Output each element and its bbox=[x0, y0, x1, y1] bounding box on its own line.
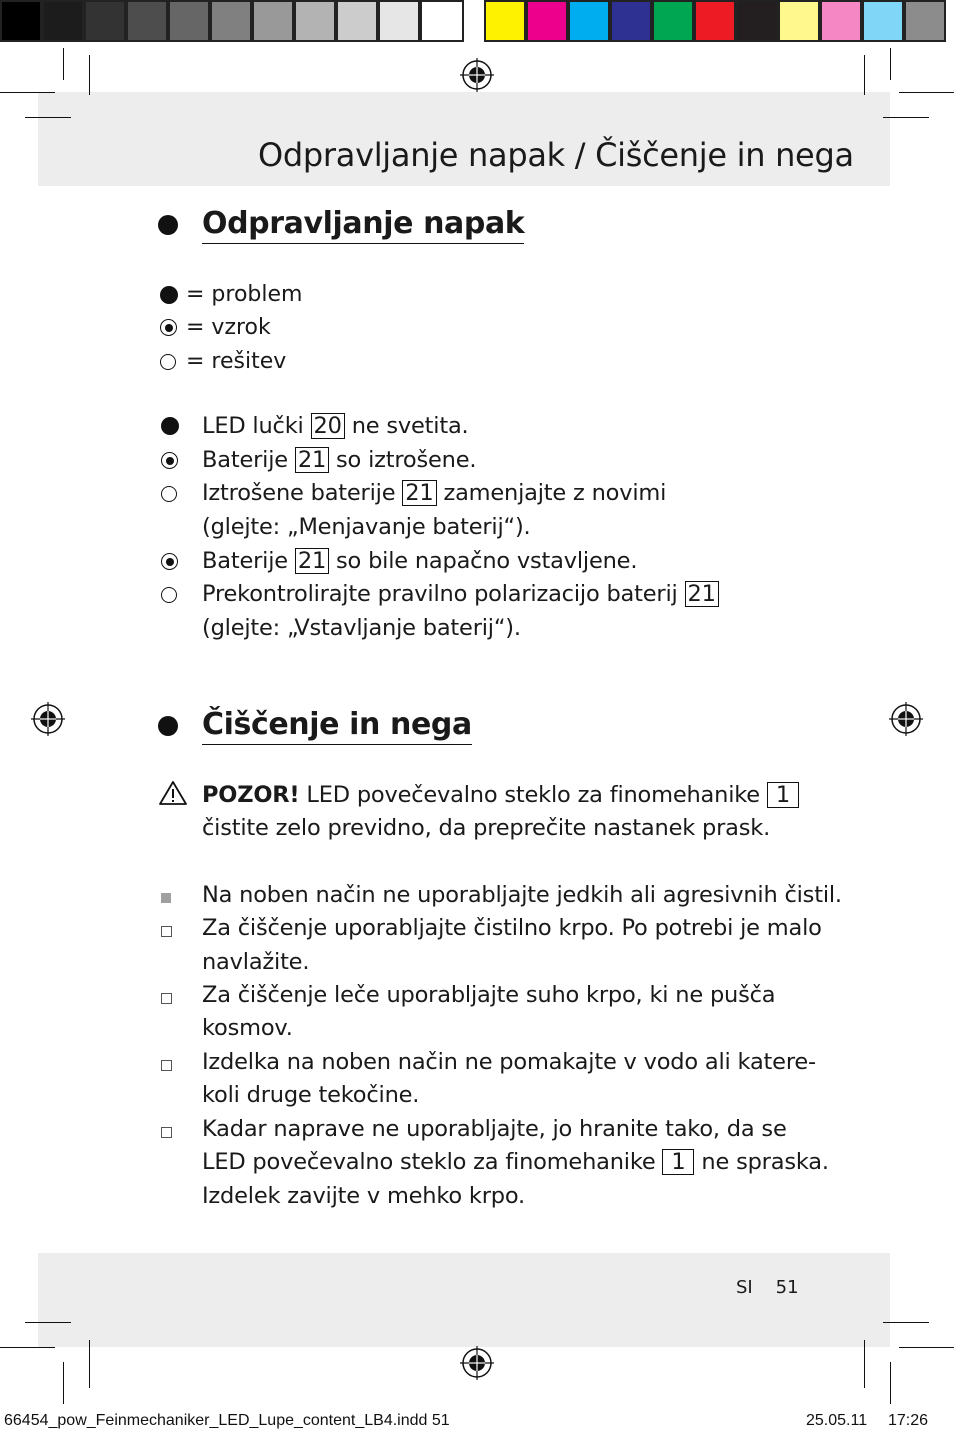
slug-date: 25.05.11 bbox=[806, 1412, 868, 1429]
swatch-gray-8 bbox=[336, 0, 378, 42]
legend-text: = rešitev bbox=[186, 349, 287, 374]
swatch-gray-6 bbox=[252, 0, 294, 42]
empty-square-icon bbox=[161, 1127, 172, 1138]
swatch-red bbox=[694, 0, 736, 42]
swatch-gray-10 bbox=[420, 0, 464, 42]
crop-mark bbox=[890, 1362, 891, 1404]
section-heading-text: Odpravljanje napak bbox=[202, 206, 524, 244]
crop-mark bbox=[890, 48, 891, 80]
care-item: Za čiščenje leče uporabljajte suho krpo, ki ne pušča bbox=[202, 982, 776, 1008]
swatch-blue bbox=[610, 0, 652, 42]
legend-problem bbox=[160, 282, 302, 307]
legend-solution bbox=[160, 349, 286, 374]
swatch-black bbox=[736, 0, 778, 42]
registration-mark-icon bbox=[460, 58, 494, 92]
care-item: koli druge tekočine. bbox=[202, 1082, 420, 1108]
swatch-gray-5 bbox=[210, 0, 252, 42]
ref-box: 1 bbox=[767, 782, 799, 808]
section-heading-text: Čiščenje in nega bbox=[202, 707, 472, 745]
ref-box: 21 bbox=[402, 480, 436, 506]
ring-icon bbox=[161, 587, 177, 603]
swatch-gray-0 bbox=[0, 0, 42, 42]
legend-text: = problem bbox=[186, 282, 303, 307]
filled-dot-icon bbox=[161, 417, 179, 435]
crop-mark bbox=[899, 92, 954, 93]
warning-label: POZOR! bbox=[202, 782, 300, 808]
target-icon bbox=[160, 319, 177, 336]
swatch-gray-1 bbox=[42, 0, 84, 42]
footer-band bbox=[38, 1253, 890, 1347]
crop-mark bbox=[25, 1322, 71, 1323]
section-bullet-icon bbox=[158, 215, 178, 235]
section-heading-troubleshooting bbox=[158, 206, 524, 244]
warning-line: čistite zelo previdno, da preprečite nastanek prask. bbox=[202, 815, 771, 841]
legend-text: = vzrok bbox=[186, 315, 271, 340]
filled-dot-icon bbox=[160, 286, 178, 304]
swatch-cyan bbox=[568, 0, 610, 42]
swatch-gray bbox=[904, 0, 946, 42]
crop-mark bbox=[25, 117, 71, 118]
crop-mark bbox=[883, 117, 929, 118]
ring-icon bbox=[161, 486, 177, 502]
swatch-pink bbox=[820, 0, 862, 42]
care-item: LED povečevalno steklo za finomehanike 1 ne spraska. bbox=[202, 1149, 829, 1175]
crop-mark bbox=[89, 1340, 90, 1388]
filled-square-icon bbox=[161, 893, 171, 903]
legend-cause bbox=[160, 315, 271, 340]
registration-mark-icon bbox=[460, 1346, 494, 1380]
care-item: Na noben način ne uporabljajte jedkih ali agresivnih čistil. bbox=[202, 882, 842, 908]
care-item: Izdelka na noben način ne pomakajte v vodo ali katere- bbox=[202, 1049, 816, 1075]
page-title: Odpravljanje napak / Čiščenje in nega bbox=[258, 136, 854, 174]
empty-square-icon bbox=[161, 993, 172, 1004]
page-footer bbox=[736, 1277, 799, 1298]
swatch-green bbox=[652, 0, 694, 42]
crop-mark bbox=[89, 55, 90, 95]
crop-mark bbox=[63, 48, 64, 80]
trouble-line: LED lučki 20 ne svetita. bbox=[202, 413, 469, 439]
empty-square-icon bbox=[161, 926, 172, 937]
crop-mark bbox=[864, 55, 865, 95]
ref-box: 21 bbox=[295, 548, 329, 574]
ring-icon bbox=[160, 354, 176, 370]
target-icon bbox=[161, 553, 178, 570]
ref-box: 20 bbox=[311, 413, 345, 439]
trouble-line: (glejte: „Menjavanje baterij“). bbox=[202, 514, 531, 540]
slug-filename: 66454_pow_Feinmechaniker_LED_Lupe_content_LB4.indd 51 bbox=[4, 1412, 450, 1429]
swatch-gray-7 bbox=[294, 0, 336, 42]
care-item: Izdelek zavijte v mehko krpo. bbox=[202, 1183, 525, 1209]
ref-box: 21 bbox=[295, 447, 329, 473]
care-item: kosmov. bbox=[202, 1015, 293, 1041]
crop-mark bbox=[0, 92, 55, 93]
target-icon bbox=[161, 452, 178, 469]
care-item: Za čiščenje uporabljajte čistilno krpo. Po potrebi je malo bbox=[202, 915, 822, 941]
trouble-line: (glejte: „Vstavljanje baterij“). bbox=[202, 615, 521, 641]
swatch-magenta bbox=[526, 0, 568, 42]
section-bullet-icon bbox=[158, 716, 178, 736]
swatch-gray-3 bbox=[126, 0, 168, 42]
grayscale-color-bar bbox=[0, 0, 464, 46]
empty-square-icon bbox=[161, 1060, 172, 1071]
crop-mark bbox=[0, 1347, 55, 1348]
warning-line: POZOR! LED povečevalno steklo za finomehanike 1 bbox=[202, 782, 799, 808]
swatch-gray-9 bbox=[378, 0, 420, 42]
crop-mark bbox=[63, 1362, 64, 1404]
trouble-line: Prekontrolirajte pravilno polarizacijo baterij 21 bbox=[202, 581, 719, 607]
crop-mark bbox=[864, 1340, 865, 1388]
ref-box: 1 bbox=[662, 1149, 694, 1175]
language-code: SI bbox=[736, 1277, 753, 1298]
trouble-line: Baterije 21 so bile napačno vstavljene. bbox=[202, 548, 638, 574]
swatch-gray-2 bbox=[84, 0, 126, 42]
swatch-gray-4 bbox=[168, 0, 210, 42]
crop-mark bbox=[883, 1322, 929, 1323]
process-color-bar bbox=[484, 0, 946, 46]
trouble-line: Baterije 21 so iztrošene. bbox=[202, 447, 477, 473]
slug-time: 17:26 bbox=[888, 1412, 929, 1429]
warning-triangle-icon bbox=[158, 780, 188, 806]
care-item: navlažite. bbox=[202, 949, 310, 975]
crop-mark bbox=[899, 1347, 954, 1348]
swatch-light-yellow bbox=[778, 0, 820, 42]
registration-mark-icon bbox=[889, 702, 923, 736]
section-heading-cleaning bbox=[158, 707, 472, 745]
registration-mark-icon bbox=[31, 702, 65, 736]
swatch-yellow bbox=[484, 0, 526, 42]
care-item: Kadar naprave ne uporabljajte, jo hranite tako, da se bbox=[202, 1116, 787, 1142]
page-number: 51 bbox=[775, 1277, 799, 1298]
ref-box: 21 bbox=[685, 581, 719, 607]
swatch-light-cyan bbox=[862, 0, 904, 42]
trouble-line: Iztrošene baterije 21 zamenjajte z novimi bbox=[202, 480, 667, 506]
